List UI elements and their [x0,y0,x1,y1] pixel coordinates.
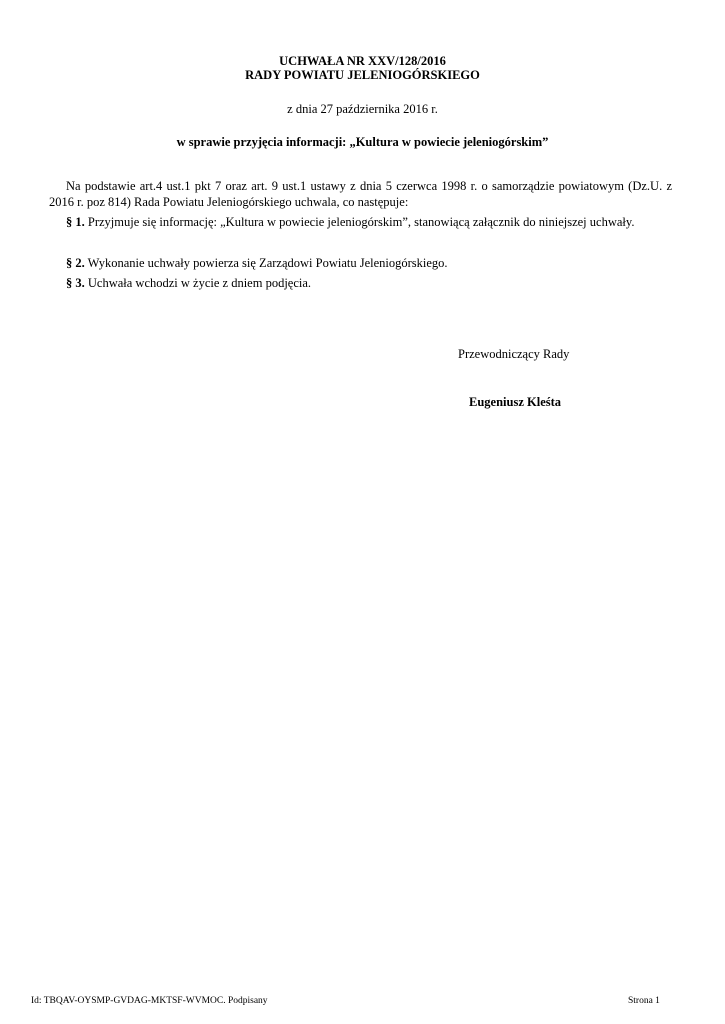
section-1-text: Przyjmuje się informację: „Kultura w powiecie jeleniogórskim”, stanowiącą załącznik do niniejszej uchwały. [84,215,635,229]
section-2-text: Wykonanie uchwały powierza się Zarządowi Powiatu Jeleniogórskiego. [84,256,448,270]
section-1-paragraph [49,214,672,230]
section-2-marker: § 2. [66,256,85,270]
section-3-text: Uchwała wchodzi w życie z dniem podjęcia. [84,276,312,290]
resolution-subject: w sprawie przyjęcia informacji: „Kultura w powiecie jeleniogórskim” [176,135,549,149]
resolution-number: UCHWAŁA NR XXV/128/2016 [279,54,446,68]
section-3-paragraph [49,275,672,291]
council-name: RADY POWIATU JELENIOGÓRSKIEGO [245,68,480,82]
signatory-role: Przewodniczący Rady [458,347,570,361]
resolution-date: z dnia 27 października 2016 r. [287,102,438,116]
signatory-name: Eugeniusz Kleśta [469,395,562,409]
document-id-footer: Id: TBQAV-OYSMP-GVDAG-MKTSF-WVMOC. Podpisany [31,996,268,1006]
section-1-marker: § 1. [66,215,85,229]
legal-basis-paragraph: Na podstawie art.4 ust.1 pkt 7 oraz art. 9 ust.1 ustawy z dnia 5 czerwca 1998 r. o samorządzie powiatowym (Dz.U. z 2016 r. poz 814) Rada Powiatu Jeleniogórskiego uchwala, co następuje: [49,179,672,209]
section-3-marker: § 3. [66,276,85,290]
section-2-paragraph [49,255,672,271]
page-number-footer: Strona 1 [628,996,660,1006]
